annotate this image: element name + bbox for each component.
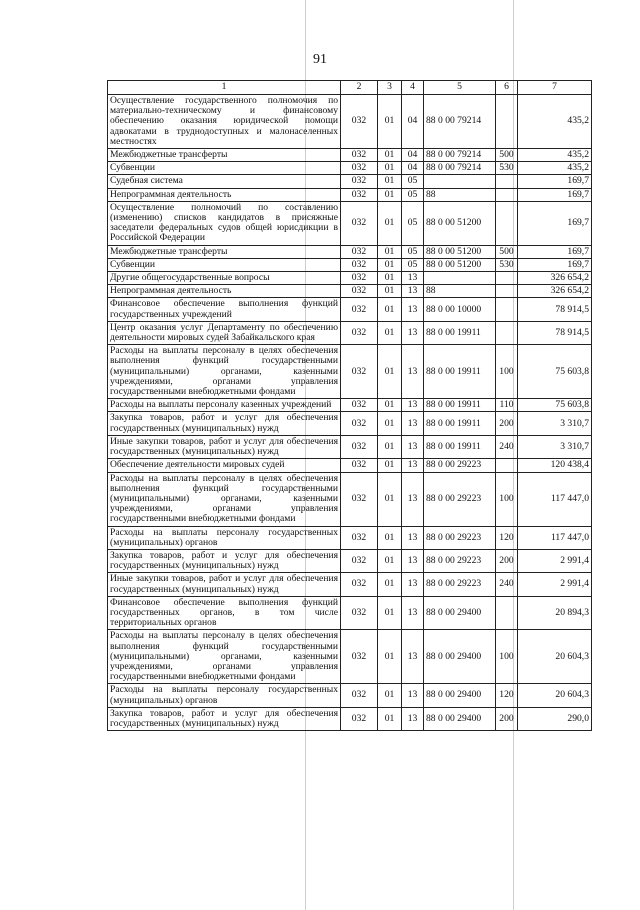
- ministry-code-cell: 032: [341, 526, 378, 549]
- expense-type-cell: [496, 201, 518, 245]
- table-row: [108, 149, 592, 162]
- section-code-cell: 01: [378, 573, 402, 596]
- amount-cell: 2 991,4: [518, 549, 592, 572]
- expense-type-cell: 100: [496, 345, 518, 399]
- subsection-code-cell: 13: [402, 526, 424, 549]
- ministry-code-cell: 032: [341, 245, 378, 258]
- section-code-cell: 01: [378, 630, 402, 684]
- table-row: [108, 707, 592, 730]
- amount-cell: 3 310,7: [518, 412, 592, 435]
- ministry-code-cell: 032: [341, 630, 378, 684]
- amount-cell: 435,2: [518, 95, 592, 149]
- section-code-cell: 01: [378, 412, 402, 435]
- expense-name-cell: Расходы на выплаты персоналу государственных (муниципальных) органов: [108, 684, 341, 707]
- ministry-code-cell: 032: [341, 459, 378, 472]
- expense-name-cell: Финансовое обеспечение выполнения функций государственных органов, в том числе территориальных органов: [108, 596, 341, 630]
- budget-table: [107, 80, 592, 731]
- column-header: 7: [518, 81, 592, 95]
- amount-cell: 326 654,2: [518, 285, 592, 298]
- expense-type-cell: [496, 321, 518, 344]
- section-code-cell: 01: [378, 526, 402, 549]
- amount-cell: 20 604,3: [518, 630, 592, 684]
- ministry-code-cell: 032: [341, 298, 378, 321]
- target-article-cell: 88 0 00 29400: [424, 684, 496, 707]
- ministry-code-cell: 032: [341, 258, 378, 271]
- table-row: [108, 298, 592, 321]
- section-code-cell: 01: [378, 149, 402, 162]
- expense-name-cell: Другие общегосударственные вопросы: [108, 272, 341, 285]
- expense-name-cell: Иные закупки товаров, работ и услуг для обеспечения государственных (муниципальных) нужд: [108, 573, 341, 596]
- expense-type-cell: [496, 95, 518, 149]
- table-row: [108, 258, 592, 271]
- table-row: [108, 399, 592, 412]
- subsection-code-cell: 04: [402, 149, 424, 162]
- section-code-cell: 01: [378, 321, 402, 344]
- ministry-code-cell: 032: [341, 345, 378, 399]
- table-row: [108, 175, 592, 188]
- target-article-cell: 88 0 00 29223: [424, 472, 496, 526]
- target-article-cell: 88 0 00 29223: [424, 573, 496, 596]
- target-article-cell: 88 0 00 19911: [424, 412, 496, 435]
- ministry-code-cell: 032: [341, 549, 378, 572]
- expense-name-cell: Расходы на выплаты персоналу государственных (муниципальных) органов: [108, 526, 341, 549]
- expense-name-cell: Закупка товаров, работ и услуг для обеспечения государственных (муниципальных) нужд: [108, 707, 341, 730]
- target-article-cell: 88: [424, 188, 496, 201]
- subsection-code-cell: 04: [402, 162, 424, 175]
- subsection-code-cell: 13: [402, 435, 424, 458]
- amount-cell: 169,7: [518, 188, 592, 201]
- table-row: [108, 345, 592, 399]
- amount-cell: 2 991,4: [518, 573, 592, 596]
- expense-name-cell: Межбюджетные трансферты: [108, 149, 341, 162]
- ministry-code-cell: 032: [341, 435, 378, 458]
- expense-name-cell: Субвенции: [108, 162, 341, 175]
- section-code-cell: 01: [378, 596, 402, 630]
- ministry-code-cell: 032: [341, 707, 378, 730]
- table-row: [108, 285, 592, 298]
- table-row: [108, 188, 592, 201]
- expense-name-cell: Расходы на выплаты персоналу казенных учреждений: [108, 399, 341, 412]
- amount-cell: 75 603,8: [518, 345, 592, 399]
- expense-name-cell: Закупка товаров, работ и услуг для обеспечения государственных (муниципальных) нужд: [108, 412, 341, 435]
- amount-cell: 75 603,8: [518, 399, 592, 412]
- target-article-cell: 88 0 00 79214: [424, 162, 496, 175]
- expense-type-cell: 200: [496, 549, 518, 572]
- amount-cell: 120 438,4: [518, 459, 592, 472]
- amount-cell: 78 914,5: [518, 298, 592, 321]
- subsection-code-cell: 13: [402, 412, 424, 435]
- subsection-code-cell: 13: [402, 630, 424, 684]
- expense-type-cell: 100: [496, 630, 518, 684]
- amount-cell: 3 310,7: [518, 435, 592, 458]
- ministry-code-cell: 032: [341, 412, 378, 435]
- subsection-code-cell: 05: [402, 188, 424, 201]
- table-row: [108, 472, 592, 526]
- target-article-cell: 88 0 00 51200: [424, 201, 496, 245]
- table-row: [108, 549, 592, 572]
- subsection-code-cell: 13: [402, 321, 424, 344]
- expense-name-cell: Осуществление государственного полномочия по материально-техническому и финансовому обеспечению оказания юридической помощи адвокатами в труднодоступных и малонаселенных местностях: [108, 95, 341, 149]
- ministry-code-cell: 032: [341, 175, 378, 188]
- expense-type-cell: [496, 272, 518, 285]
- target-article-cell: 88 0 00 10000: [424, 298, 496, 321]
- expense-name-cell: Межбюджетные трансферты: [108, 245, 341, 258]
- amount-cell: 169,7: [518, 258, 592, 271]
- expense-type-cell: [496, 188, 518, 201]
- section-code-cell: 01: [378, 285, 402, 298]
- ministry-code-cell: 032: [341, 272, 378, 285]
- amount-cell: 435,2: [518, 149, 592, 162]
- expense-type-cell: 100: [496, 472, 518, 526]
- target-article-cell: 88 0 00 29400: [424, 596, 496, 630]
- expense-name-cell: Финансовое обеспечение выполнения функций государственных учреждений: [108, 298, 341, 321]
- amount-cell: 117 447,0: [518, 472, 592, 526]
- ministry-code-cell: 032: [341, 285, 378, 298]
- amount-cell: 117 447,0: [518, 526, 592, 549]
- subsection-code-cell: 13: [402, 684, 424, 707]
- column-header: 6: [496, 81, 518, 95]
- subsection-code-cell: 13: [402, 399, 424, 412]
- table-row: [108, 459, 592, 472]
- amount-cell: 290,0: [518, 707, 592, 730]
- column-header: 3: [378, 81, 402, 95]
- amount-cell: 326 654,2: [518, 272, 592, 285]
- expense-name-cell: Центр оказания услуг Департаменту по обеспечению деятельности мировых судей Забайкальского края: [108, 321, 341, 344]
- table-row: [108, 573, 592, 596]
- section-code-cell: 01: [378, 95, 402, 149]
- subsection-code-cell: 13: [402, 707, 424, 730]
- subsection-code-cell: 05: [402, 201, 424, 245]
- target-article-cell: 88 0 00 19911: [424, 321, 496, 344]
- subsection-code-cell: 13: [402, 596, 424, 630]
- ministry-code-cell: 032: [341, 162, 378, 175]
- expense-name-cell: Закупка товаров, работ и услуг для обеспечения государственных (муниципальных) нужд: [108, 549, 341, 572]
- subsection-code-cell: 05: [402, 258, 424, 271]
- target-article-cell: 88: [424, 285, 496, 298]
- amount-cell: 20 894,3: [518, 596, 592, 630]
- target-article-cell: 88 0 00 19911: [424, 399, 496, 412]
- ministry-code-cell: 032: [341, 684, 378, 707]
- target-article-cell: 88 0 00 19911: [424, 435, 496, 458]
- expense-name-cell: Непрограммная деятельность: [108, 285, 341, 298]
- section-code-cell: 01: [378, 549, 402, 572]
- table-row: [108, 245, 592, 258]
- expense-type-cell: [496, 459, 518, 472]
- expense-type-cell: 500: [496, 245, 518, 258]
- expense-type-cell: 110: [496, 399, 518, 412]
- section-code-cell: 01: [378, 175, 402, 188]
- target-article-cell: 88 0 00 29223: [424, 526, 496, 549]
- column-header: 5: [424, 81, 496, 95]
- table-row: [108, 435, 592, 458]
- section-code-cell: 01: [378, 399, 402, 412]
- target-article-cell: 88 0 00 79214: [424, 95, 496, 149]
- amount-cell: 435,2: [518, 162, 592, 175]
- subsection-code-cell: 13: [402, 472, 424, 526]
- expense-type-cell: 200: [496, 412, 518, 435]
- table-row: [108, 596, 592, 630]
- table-row: [108, 95, 592, 149]
- expense-type-cell: 240: [496, 573, 518, 596]
- table-row: [108, 630, 592, 684]
- subsection-code-cell: 13: [402, 345, 424, 399]
- expense-type-cell: [496, 175, 518, 188]
- expense-type-cell: 240: [496, 435, 518, 458]
- expense-type-cell: 500: [496, 149, 518, 162]
- expense-name-cell: Расходы на выплаты персоналу в целях обеспечения выполнения функций государственными (муниципальными) органами, казенными учреждениями, органами управления государственными внебюджетными фондами: [108, 345, 341, 399]
- table-row: [108, 201, 592, 245]
- section-code-cell: 01: [378, 272, 402, 285]
- target-article-cell: 88 0 00 51200: [424, 245, 496, 258]
- section-code-cell: 01: [378, 345, 402, 399]
- expense-type-cell: 530: [496, 162, 518, 175]
- table-row: [108, 272, 592, 285]
- ministry-code-cell: 032: [341, 321, 378, 344]
- expense-type-cell: [496, 596, 518, 630]
- expense-type-cell: [496, 298, 518, 321]
- section-code-cell: 01: [378, 245, 402, 258]
- target-article-cell: 88 0 00 29223: [424, 549, 496, 572]
- amount-cell: 169,7: [518, 175, 592, 188]
- target-article-cell: 88 0 00 29400: [424, 707, 496, 730]
- expense-name-cell: Расходы на выплаты персоналу в целях обеспечения выполнения функций государственными (муниципальными) органами, казенными учреждениями, органами управления государственными внебюджетными фондами: [108, 630, 341, 684]
- expense-type-cell: 120: [496, 526, 518, 549]
- ministry-code-cell: 032: [341, 201, 378, 245]
- target-article-cell: 88 0 00 51200: [424, 258, 496, 271]
- section-code-cell: 01: [378, 472, 402, 526]
- expense-name-cell: Осуществление полномочий по составлению (изменению) списков кандидатов в присяжные заседатели федеральных судов общей юрисдикции в Российской Федерации: [108, 201, 341, 245]
- subsection-code-cell: 04: [402, 95, 424, 149]
- amount-cell: 169,7: [518, 245, 592, 258]
- subsection-code-cell: 13: [402, 573, 424, 596]
- column-header: 1: [108, 81, 341, 95]
- expense-name-cell: Обеспечение деятельности мировых судей: [108, 459, 341, 472]
- expense-type-cell: 200: [496, 707, 518, 730]
- ministry-code-cell: 032: [341, 573, 378, 596]
- target-article-cell: 88 0 00 29223: [424, 459, 496, 472]
- amount-cell: 169,7: [518, 201, 592, 245]
- expense-name-cell: Непрограммная деятельность: [108, 188, 341, 201]
- expense-type-cell: [496, 285, 518, 298]
- ministry-code-cell: 032: [341, 95, 378, 149]
- table-row: [108, 162, 592, 175]
- table-row: [108, 412, 592, 435]
- expense-name-cell: Субвенции: [108, 258, 341, 271]
- subsection-code-cell: 13: [402, 272, 424, 285]
- section-code-cell: 01: [378, 188, 402, 201]
- table-row: [108, 684, 592, 707]
- section-code-cell: 01: [378, 684, 402, 707]
- target-article-cell: [424, 175, 496, 188]
- target-article-cell: 88 0 00 29400: [424, 630, 496, 684]
- expense-name-cell: Иные закупки товаров, работ и услуг для обеспечения государственных (муниципальных) нужд: [108, 435, 341, 458]
- target-article-cell: 88 0 00 19911: [424, 345, 496, 399]
- ministry-code-cell: 032: [341, 188, 378, 201]
- section-code-cell: 01: [378, 707, 402, 730]
- table-row: [108, 526, 592, 549]
- section-code-cell: 01: [378, 201, 402, 245]
- ministry-code-cell: 032: [341, 472, 378, 526]
- expense-name-cell: Судебная система: [108, 175, 341, 188]
- subsection-code-cell: 13: [402, 549, 424, 572]
- expense-name-cell: Расходы на выплаты персоналу в целях обеспечения выполнения функций государственными (муниципальными) органами, казенными учреждениями, органами управления государственными внебюджетными фондами: [108, 472, 341, 526]
- column-header: 4: [402, 81, 424, 95]
- subsection-code-cell: 05: [402, 175, 424, 188]
- target-article-cell: 88 0 00 79214: [424, 149, 496, 162]
- page-number: 91: [313, 52, 327, 67]
- column-header: 2: [341, 81, 378, 95]
- subsection-code-cell: 13: [402, 459, 424, 472]
- expense-type-cell: 530: [496, 258, 518, 271]
- amount-cell: 78 914,5: [518, 321, 592, 344]
- section-code-cell: 01: [378, 459, 402, 472]
- section-code-cell: 01: [378, 298, 402, 321]
- amount-cell: 20 604,3: [518, 684, 592, 707]
- ministry-code-cell: 032: [341, 596, 378, 630]
- section-code-cell: 01: [378, 162, 402, 175]
- expense-type-cell: 120: [496, 684, 518, 707]
- subsection-code-cell: 05: [402, 245, 424, 258]
- target-article-cell: [424, 272, 496, 285]
- section-code-cell: 01: [378, 258, 402, 271]
- subsection-code-cell: 13: [402, 285, 424, 298]
- table-header-row: [108, 81, 592, 95]
- table-row: [108, 321, 592, 344]
- ministry-code-cell: 032: [341, 149, 378, 162]
- subsection-code-cell: 13: [402, 298, 424, 321]
- ministry-code-cell: 032: [341, 399, 378, 412]
- section-code-cell: 01: [378, 435, 402, 458]
